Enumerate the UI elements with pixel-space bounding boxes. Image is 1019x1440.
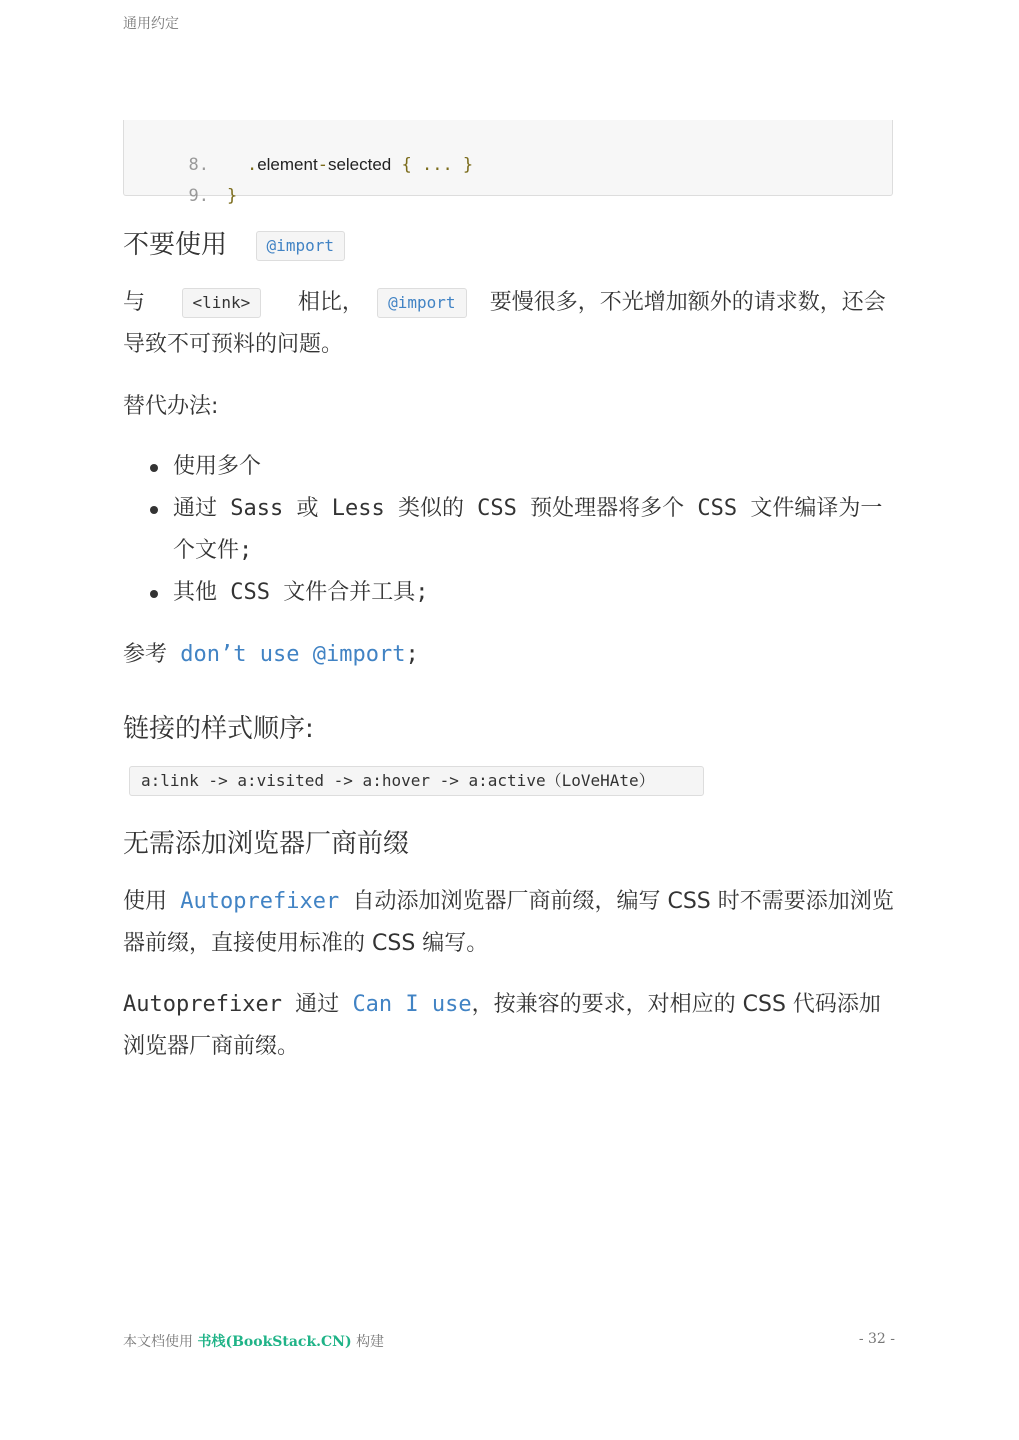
- reference-line: 参考 don’t use @import;: [123, 642, 419, 667]
- alt-list: [123, 446, 898, 614]
- list-item: 其他 CSS 文件合并工具;: [123, 572, 898, 614]
- code-brace: }: [226, 186, 238, 206]
- line-number: 8.: [188, 155, 209, 175]
- code-line: [124, 120, 474, 175]
- inline-code: @import: [256, 231, 345, 261]
- code-selector-part: selected: [327, 155, 392, 174]
- code-rest: { ... }: [391, 155, 474, 175]
- footer-brand-link[interactable]: 书栈(BookStack.CN): [197, 1334, 352, 1350]
- page-header-title: 通用约定: [123, 16, 179, 32]
- footer-credit: 本文档使用 书栈(BookStack.CN) 构建: [123, 1334, 385, 1350]
- section-heading-prefix: 无需添加浏览器厂商前缀: [123, 829, 410, 859]
- section-heading-order: 链接的样式顺序:: [123, 714, 314, 744]
- inline-code: @import: [377, 288, 466, 318]
- ref-link-dont-use-import[interactable]: don’t use @import: [180, 642, 406, 667]
- autoprefixer-link[interactable]: Autoprefixer: [180, 889, 340, 914]
- section-heading-import: 不要使用 @import: [123, 224, 345, 261]
- code-line: [124, 151, 238, 206]
- page-number: - 32 -: [858, 1331, 895, 1347]
- paragraph-caniuse: Autoprefixer 通过 Can I use，按兼容的要求，对相应的 CSS 代码添加浏览器厂商前缀。: [123, 992, 881, 1059]
- paragraph-import-desc: 与 <link> 相比， @import 要慢很多，不光增加额外的请求数，还会导致不可预料的问题。: [123, 290, 886, 357]
- list-item: 使用多个: [123, 446, 898, 488]
- code-dot: .: [246, 155, 258, 175]
- inline-code: <link>: [182, 288, 262, 318]
- alt-label: 替代办法:: [123, 394, 219, 419]
- paragraph-autoprefixer: 使用 Autoprefixer 自动添加浏览器厂商前缀，编写 CSS 时不需要添加浏览器前缀，直接使用标准的 CSS 编写。: [123, 889, 894, 956]
- code-dash: -: [317, 155, 328, 175]
- list-item: 通过 Sass 或 Less 类似的 CSS 预处理器将多个 CSS 文件编译为一个文件;: [123, 488, 898, 572]
- caniuse-link[interactable]: Can I use: [352, 992, 472, 1017]
- code-block: [123, 120, 893, 206]
- code-selector-part: element: [257, 155, 318, 174]
- link-order-code: a:link -> a:visited -> a:hover -> a:active（LoVeHAte）: [129, 766, 704, 796]
- line-number: 9.: [188, 186, 209, 206]
